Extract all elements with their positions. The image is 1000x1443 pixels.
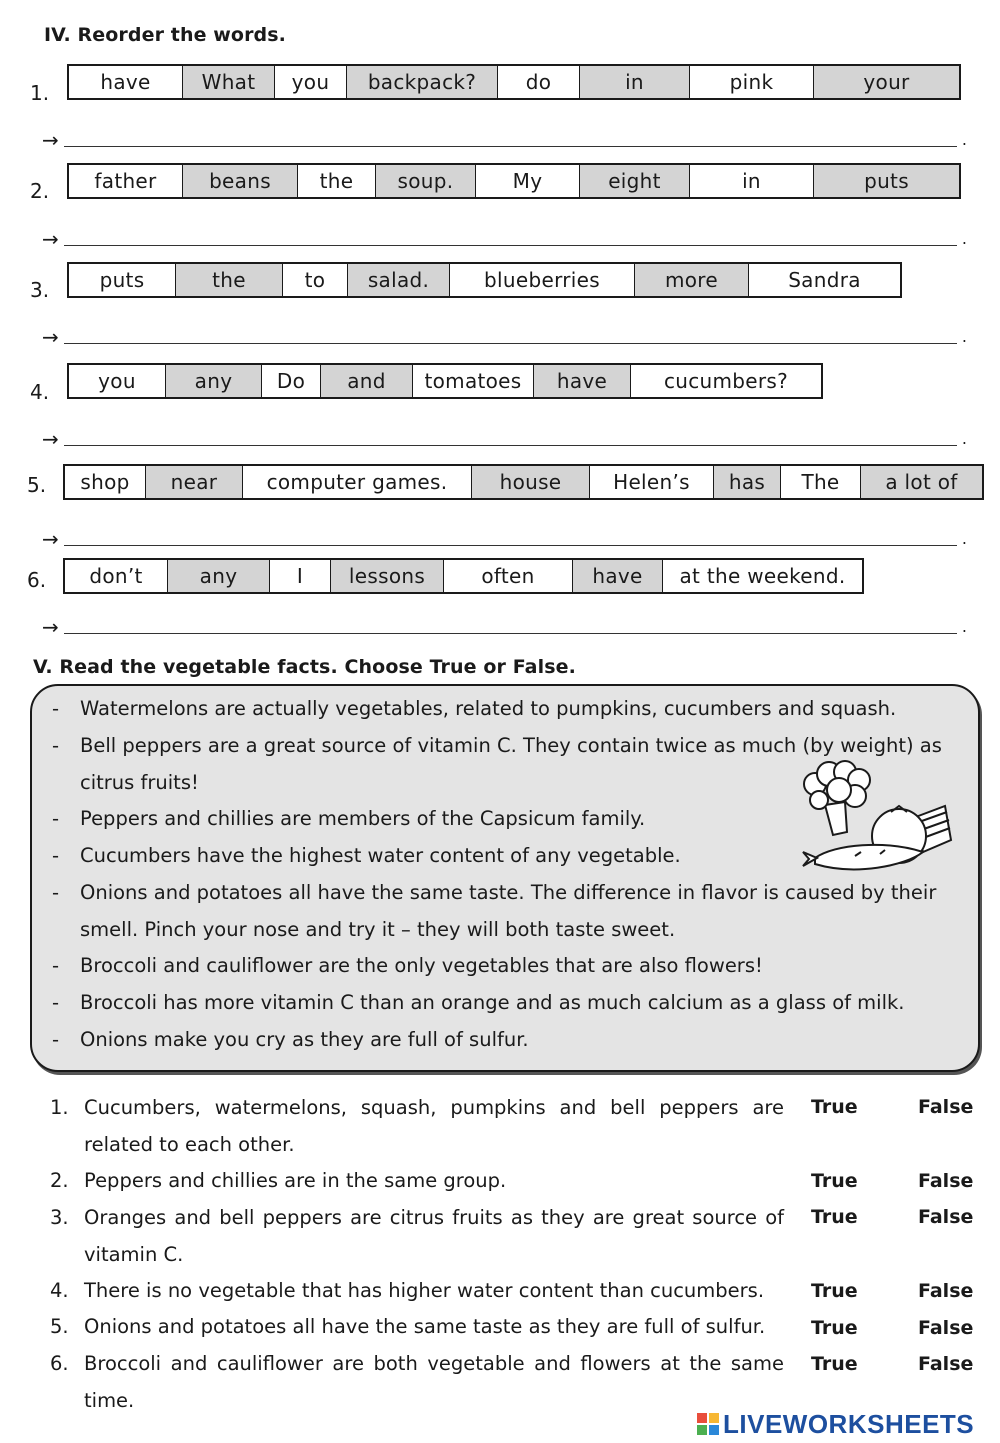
word-tile[interactable]: do (498, 66, 580, 98)
true-option[interactable]: True (811, 1170, 858, 1192)
question-number: 6. (27, 568, 47, 592)
word-tile[interactable]: Do (262, 365, 321, 397)
word-tile[interactable]: puts (814, 165, 959, 197)
arrow-icon: → (42, 427, 59, 451)
statement-number: 5. (50, 1315, 69, 1338)
answer-line-5[interactable] (42, 527, 967, 551)
bullet: - (52, 991, 60, 1014)
fact-text: Onions make you cry as they are full of sulfur. (80, 1028, 529, 1051)
bullet: - (52, 881, 60, 904)
answer-line-1[interactable] (42, 128, 967, 152)
question-number: 4. (30, 380, 50, 404)
word-tile[interactable]: don’t (65, 560, 168, 592)
end-mark: . (961, 327, 967, 346)
end-mark: . (961, 130, 967, 149)
arrow-icon: → (42, 227, 59, 251)
bullet: - (52, 734, 60, 757)
word-tile[interactable]: puts (69, 264, 176, 296)
word-tile[interactable]: has (714, 466, 781, 498)
word-tile[interactable]: have (534, 365, 631, 397)
statement-number: 6. (50, 1352, 69, 1375)
arrow-icon: → (42, 615, 59, 639)
fact-text: Cucumbers have the highest water content of any vegetable. (80, 844, 681, 867)
question-number: 1. (30, 81, 50, 105)
word-tile[interactable]: soup. (376, 165, 476, 197)
end-mark: . (961, 617, 967, 636)
answer-rule[interactable] (64, 146, 957, 147)
bullet: - (52, 807, 60, 830)
word-tile[interactable]: have (573, 560, 663, 592)
end-mark: . (961, 529, 967, 548)
statement-text: Oranges and bell peppers are citrus fruits as they are great source of vitamin C. (84, 1206, 784, 1266)
statement-text: There is no vegetable that has higher water content than cucumbers. (84, 1279, 765, 1302)
false-option[interactable]: False (918, 1170, 974, 1192)
word-tile[interactable]: any (168, 560, 270, 592)
statement-text: Cucumbers, watermelons, squash, pumpkins and bell peppers are related to each other. (84, 1096, 784, 1156)
word-tile[interactable]: shop (65, 466, 146, 498)
question-number: 5. (27, 473, 47, 497)
fact-text: Broccoli has more vitamin C than an orange and as much calcium as a glass of milk. (80, 991, 905, 1014)
answer-rule[interactable] (64, 245, 957, 246)
word-row-2 (67, 163, 961, 199)
answer-rule[interactable] (64, 545, 957, 546)
false-option[interactable]: False (918, 1353, 974, 1375)
word-tile[interactable]: pink (690, 66, 814, 98)
word-tile[interactable]: at the weekend. (663, 560, 862, 592)
answer-line-4[interactable] (42, 427, 967, 451)
end-mark: . (961, 429, 967, 448)
word-tile[interactable]: any (166, 365, 262, 397)
word-tile[interactable]: you (275, 66, 347, 98)
liveworksheets-logo[interactable] (697, 1409, 974, 1439)
word-row-3 (67, 262, 902, 298)
false-option[interactable]: False (918, 1096, 974, 1118)
arrow-icon: → (42, 527, 59, 551)
statement-text: Peppers and chillies are in the same group. (84, 1169, 507, 1192)
word-tile[interactable]: blueberries (450, 264, 635, 296)
word-tile[interactable]: and (321, 365, 413, 397)
word-tile[interactable]: near (146, 466, 243, 498)
word-tile[interactable]: What (183, 66, 275, 98)
bullet: - (52, 697, 60, 720)
word-tile[interactable]: My (476, 165, 580, 197)
statement-text: Onions and potatoes all have the same taste as they are full of sulfur. (84, 1315, 766, 1338)
word-tile[interactable]: salad. (348, 264, 450, 296)
fact-text: Watermelons are actually vegetables, related to pumpkins, cucumbers and squash. (80, 697, 897, 720)
word-tile[interactable]: have (69, 66, 183, 98)
word-tile[interactable]: more (635, 264, 749, 296)
word-tile[interactable]: cucumbers? (631, 365, 821, 397)
fact-text: Onions and potatoes all have the same taste. The difference in flavor is caused by their smell. Pinch your nose and try it – they will both taste sweet. (80, 881, 937, 941)
answer-rule[interactable] (64, 633, 957, 634)
section-5-title: V. Read the vegetable facts. Choose True or False. (33, 656, 576, 678)
arrow-icon: → (42, 325, 59, 349)
bullet: - (52, 844, 60, 867)
statement-number: 1. (50, 1096, 69, 1119)
false-option[interactable]: False (918, 1317, 974, 1339)
fact-text: Bell peppers are a great source of vitamin C. They contain twice as much (by weight) as citrus fruits! (80, 734, 942, 794)
true-option[interactable]: True (811, 1096, 858, 1118)
word-tile[interactable]: in (690, 165, 814, 197)
bullet: - (52, 1028, 60, 1051)
word-tile[interactable]: you (69, 365, 166, 397)
answer-line-6[interactable] (42, 615, 967, 639)
answer-line-3[interactable] (42, 325, 967, 349)
false-option[interactable]: False (918, 1280, 974, 1302)
word-tile[interactable]: eight (580, 165, 690, 197)
statement-number: 4. (50, 1279, 69, 1302)
end-mark: . (961, 229, 967, 248)
false-option[interactable]: False (918, 1206, 974, 1228)
statement-number: 2. (50, 1169, 69, 1192)
section-4-title: IV. Reorder the words. (44, 24, 286, 46)
answer-line-2[interactable] (42, 227, 967, 251)
question-number: 2. (30, 179, 50, 203)
word-tile[interactable]: Sandra (749, 264, 900, 296)
word-tile[interactable]: house (472, 466, 590, 498)
word-tile[interactable]: The (781, 466, 861, 498)
word-tile[interactable]: Helen’s (590, 466, 714, 498)
word-tile[interactable]: I (270, 560, 331, 592)
word-tile[interactable]: often (444, 560, 573, 592)
fact-text: Broccoli and cauliflower are the only vegetables that are also flowers! (80, 954, 763, 977)
logo-text: LIVEWORKSHEETS (723, 1408, 975, 1439)
true-option[interactable]: True (811, 1206, 858, 1228)
word-row-5 (63, 464, 984, 500)
word-tile[interactable]: father (69, 165, 183, 197)
statement-number: 3. (50, 1206, 69, 1229)
logo-blocks-icon (697, 1413, 719, 1435)
word-tile[interactable]: the (298, 165, 376, 197)
word-tile[interactable]: computer games. (243, 466, 472, 498)
bullet: - (52, 954, 60, 977)
word-row-6 (63, 558, 864, 594)
true-option[interactable]: True (811, 1280, 858, 1302)
arrow-icon: → (42, 128, 59, 152)
true-option[interactable]: True (811, 1353, 858, 1375)
question-number: 3. (30, 278, 50, 302)
word-tile[interactable]: a lot of (861, 466, 982, 498)
word-tile[interactable]: to (283, 264, 348, 296)
answer-rule[interactable] (64, 445, 957, 446)
answer-rule[interactable] (64, 343, 957, 344)
word-tile[interactable]: the (176, 264, 283, 296)
statement-text: Broccoli and cauliflower are both vegetable and flowers at the same time. (84, 1352, 784, 1412)
vegetables-illustration (795, 760, 955, 880)
word-tile[interactable]: in (580, 66, 690, 98)
word-row-4 (67, 363, 823, 399)
word-tile[interactable]: tomatoes (413, 365, 534, 397)
fact-text: Peppers and chillies are members of the Capsicum family. (80, 807, 646, 830)
word-tile[interactable]: beans (183, 165, 298, 197)
word-tile[interactable]: backpack? (347, 66, 498, 98)
word-tile[interactable]: lessons (331, 560, 444, 592)
true-option[interactable]: True (811, 1317, 858, 1339)
word-tile[interactable]: your (814, 66, 959, 98)
word-row-1 (67, 64, 961, 100)
